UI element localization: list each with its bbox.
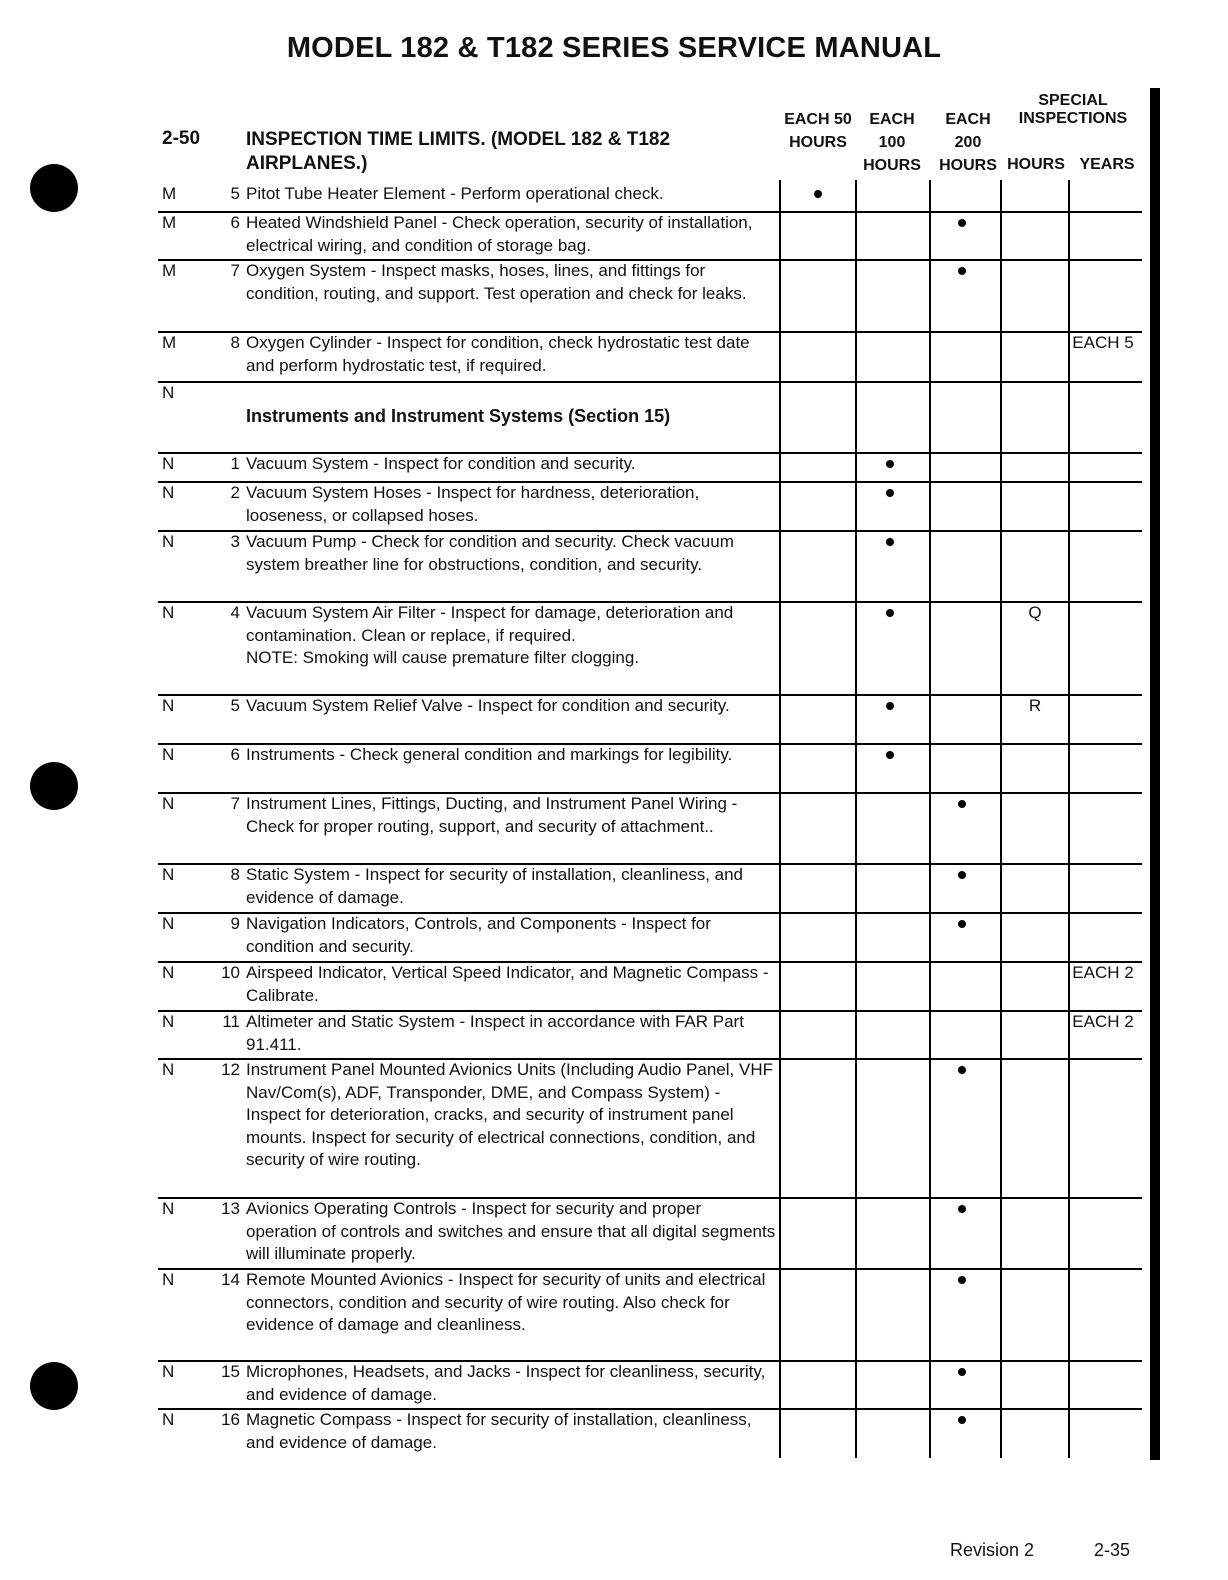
row-description-text: Oxygen Cylinder - Inspect for condition, check hydrostatic test date and perform hydrostatic test, if required. — [246, 333, 750, 375]
row-description — [246, 482, 776, 527]
col-head-200: EACH 200 HOURS — [939, 111, 997, 174]
row-description — [246, 453, 776, 476]
row-number: 7 — [230, 794, 240, 813]
row-code: M — [162, 184, 177, 203]
row-number: 1 — [230, 454, 240, 473]
row-description-text: Instrument Panel Mounted Avionics Units (Including Audio Panel, VHF Nav/Com(s), ADF, Transponder, DME, and Compass System) - Inspect for deterioration, cracks, and security of instrument panel mounts. Inspect for security of electrical connections, condition, and security of wire routing. — [246, 1060, 773, 1169]
table-row — [158, 1198, 1142, 1270]
row-code: N — [162, 963, 175, 982]
row-code: N — [162, 865, 175, 884]
row-note: NOTE: Smoking will cause premature filter clogging. — [246, 648, 640, 667]
row-description-text: Instruments - Check general condition and markings for legibility. — [246, 745, 733, 764]
row-number: 6 — [230, 745, 240, 764]
special-hours-mark: R — [1028, 696, 1042, 715]
page-number: 2-35 — [1094, 1540, 1131, 1560]
row-code: N — [162, 532, 175, 551]
interval-100-mark — [886, 609, 894, 617]
table-row — [158, 183, 1142, 213]
table-row — [158, 1269, 1142, 1362]
row-description-text: Magnetic Compass - Inspect for security of installation, cleanliness, and evidence of damage. — [246, 1410, 752, 1452]
row-description-text: Altimeter and Static System - Inspect in accordance with FAR Part 91.411. — [246, 1012, 744, 1054]
row-description — [246, 260, 776, 305]
row-description — [246, 1059, 776, 1172]
row-description — [246, 744, 776, 767]
interval-100-mark — [886, 538, 894, 546]
row-code: N — [162, 914, 175, 933]
row-description-text: Heated Windshield Panel - Check operation, security of installation, electrical wiring, and condition of storage bag. — [246, 213, 753, 255]
row-description-text: Navigation Indicators, Controls, and Components - Inspect for condition and security. — [246, 914, 711, 956]
revision-label: Revision 2 — [950, 1540, 1035, 1560]
row-number: 15 — [221, 1362, 240, 1381]
row-description — [246, 212, 776, 257]
row-description — [246, 332, 776, 377]
row-code: N — [162, 696, 175, 715]
row-code: N — [162, 454, 175, 473]
row-description — [246, 793, 776, 838]
table-row — [158, 695, 1142, 745]
row-number: 7 — [230, 261, 240, 280]
row-number: 16 — [221, 1410, 240, 1429]
interval-200-mark — [958, 871, 966, 879]
row-number: 6 — [230, 213, 240, 232]
interval-100-mark — [886, 702, 894, 710]
row-description-text: Vacuum System Hoses - Inspect for hardness, deterioration, looseness, or collapsed hoses. — [246, 483, 700, 525]
interval-100-mark — [886, 489, 894, 497]
row-code: N — [162, 1410, 175, 1429]
table-row — [158, 864, 1142, 914]
interval-200-mark — [958, 1066, 966, 1074]
row-description — [246, 183, 776, 206]
row-description — [246, 913, 776, 958]
interval-200-mark — [958, 1276, 966, 1284]
row-description-text: Instrument Lines, Fittings, Ducting, and Instrument Panel Wiring - Check for proper routing, support, and security of attachment.. — [246, 794, 738, 836]
table-row — [158, 1361, 1142, 1410]
row-description-text: Vacuum System Air Filter - Inspect for damage, deterioration and contamination. Clean or replace, if required. — [246, 603, 734, 645]
row-description-text: Oxygen System - Inspect masks, hoses, lines, and fittings for condition, routing, and support. Test operation and check for leaks. — [246, 261, 747, 303]
table-row — [158, 793, 1142, 865]
row-number: 8 — [230, 333, 240, 352]
row-code: N — [162, 1060, 175, 1079]
section-heading-row — [158, 382, 1142, 454]
row-number: 5 — [230, 696, 240, 715]
row-code: N — [162, 1362, 175, 1381]
special-years-mark: EACH 2 — [1072, 1012, 1134, 1031]
table-row — [158, 212, 1142, 261]
row-description — [246, 602, 776, 670]
row-description-text: Vacuum System - Inspect for condition and security. — [246, 454, 636, 473]
row-number: 5 — [230, 184, 240, 203]
table-row — [158, 1409, 1142, 1460]
col-head-years: YEARS — [1079, 156, 1135, 173]
row-description — [246, 962, 776, 1007]
row-code: M — [162, 213, 177, 232]
row-number: 2 — [230, 483, 240, 502]
col-head-100: EACH 100 HOURS — [863, 111, 921, 174]
interval-200-mark — [958, 1368, 966, 1376]
table-row — [158, 260, 1142, 333]
row-code: N — [162, 383, 175, 402]
special-years-mark: EACH 2 — [1072, 963, 1134, 982]
row-number: 10 — [221, 963, 240, 982]
row-code: N — [162, 1270, 175, 1289]
interval-100-mark — [886, 751, 894, 759]
row-description-text: Static System - Inspect for security of installation, cleanliness, and evidence of damage. — [246, 865, 744, 907]
row-description-text: Vacuum Pump - Check for condition and security. Check vacuum system breather line for obstructions, condition, and security. — [246, 532, 734, 574]
interval-200-mark — [958, 267, 966, 275]
row-number: 13 — [221, 1199, 240, 1218]
row-description-text: Vacuum System Relief Valve - Inspect for condition and security. — [246, 696, 730, 715]
row-description — [246, 1361, 776, 1406]
row-description-text: Avionics Operating Controls - Inspect for security and proper operation of controls and switches and ensure that all digital segments will illuminate properly. — [246, 1199, 776, 1263]
row-code: M — [162, 261, 177, 280]
table-row — [158, 602, 1142, 696]
row-code: N — [162, 745, 175, 764]
table-row — [158, 482, 1142, 532]
row-code: N — [162, 483, 175, 502]
section-title: INSPECTION TIME LIMITS. (MODEL 182 & T182 AIRPLANES.) — [246, 129, 671, 174]
interval-200-mark — [958, 219, 966, 227]
interval-50-mark — [814, 190, 822, 198]
binder-hole — [30, 1362, 78, 1410]
interval-200-mark — [958, 1205, 966, 1213]
row-description-text: Airspeed Indicator, Vertical Speed Indicator, and Magnetic Compass - Calibrate. — [246, 963, 769, 1005]
row-description — [246, 531, 776, 576]
table-row — [158, 962, 1142, 1012]
binder-hole — [30, 762, 78, 810]
row-number: 4 — [230, 603, 240, 622]
row-description-text: Pitot Tube Heater Element - Perform operational check. — [246, 184, 664, 203]
interval-200-mark — [958, 1416, 966, 1424]
table-row — [158, 453, 1142, 483]
table-row — [158, 1011, 1142, 1060]
special-hours-mark: Q — [1028, 603, 1042, 622]
row-code: N — [162, 1012, 175, 1031]
row-number: 8 — [230, 865, 240, 884]
row-description — [246, 1409, 776, 1454]
interval-200-mark — [958, 800, 966, 808]
revision-bar — [1150, 88, 1160, 1460]
special-years-mark: EACH 5 — [1072, 333, 1134, 352]
row-code: N — [162, 794, 175, 813]
table-row — [158, 531, 1142, 603]
row-description — [246, 1011, 776, 1056]
row-number: 11 — [222, 1012, 240, 1031]
row-description-text: Remote Mounted Avionics - Inspect for security of units and electrical connectors, condition and security of wire routing. Also check for evidence of damage and cleanliness. — [246, 1270, 766, 1334]
table-row — [158, 913, 1142, 963]
row-description — [246, 695, 776, 718]
row-number: 9 — [230, 914, 240, 933]
interval-100-mark — [886, 460, 894, 468]
section-number: 2-50 — [162, 128, 201, 149]
row-description — [246, 1269, 776, 1337]
row-number: 14 — [221, 1270, 240, 1289]
row-description — [246, 864, 776, 909]
binder-hole — [30, 164, 78, 212]
col-head-special: SPECIAL INSPECTIONS — [1018, 92, 1128, 127]
table-row — [158, 332, 1142, 383]
page-title: MODEL 182 & T182 SERIES SERVICE MANUAL — [286, 32, 942, 64]
interval-200-mark — [958, 920, 966, 928]
table-row — [158, 744, 1142, 794]
row-description-text: Microphones, Headsets, and Jacks - Inspect for cleanliness, security, and evidence of damage. — [246, 1362, 766, 1404]
row-code: M — [162, 333, 177, 352]
row-number: 3 — [230, 532, 240, 551]
row-description — [246, 1198, 776, 1266]
row-code: N — [162, 1199, 175, 1218]
col-head-50: EACH 50 HOURS — [784, 111, 852, 151]
col-head-hours: HOURS — [1007, 156, 1065, 173]
row-heading: Instruments and Instrument Systems (Section 15) — [246, 406, 671, 426]
row-number: 12 — [221, 1060, 240, 1079]
row-code: N — [162, 603, 175, 622]
table-row — [158, 1059, 1142, 1199]
